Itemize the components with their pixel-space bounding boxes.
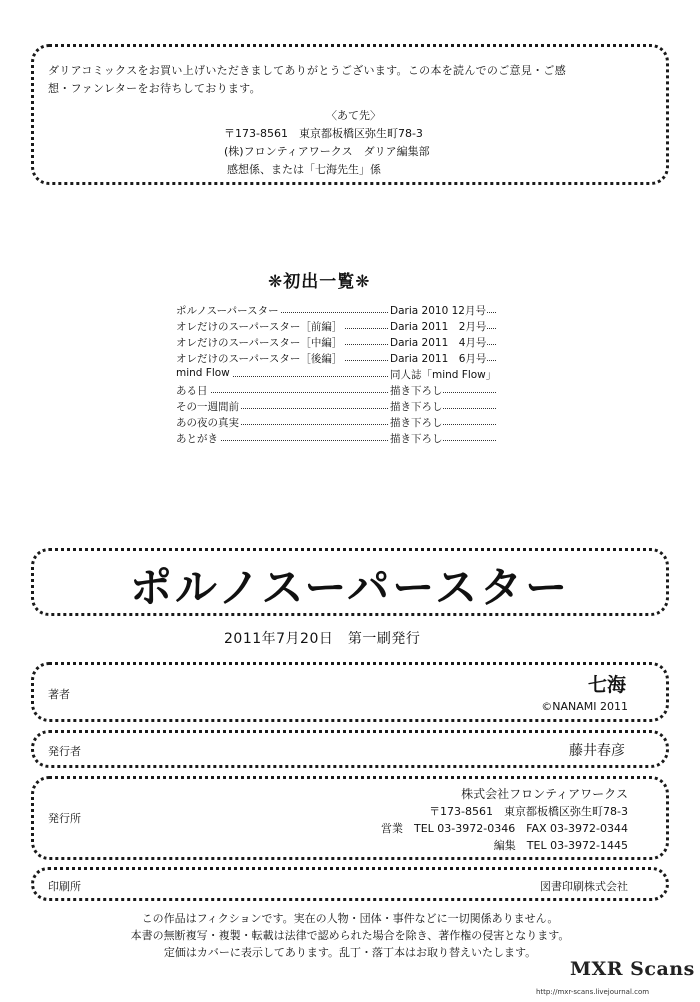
toc-entry-source: Daria 2011 4月号	[390, 337, 487, 349]
copyright: ©NANAMI 2011	[541, 700, 628, 713]
watermark-logo: MXR Scans	[570, 958, 695, 980]
toc-entry-source: Daria 2010 12月号	[390, 305, 486, 317]
toc-entry-title: あとがき	[176, 433, 218, 445]
toc-entry-source: 描き下ろし	[390, 401, 443, 413]
notice-line-1: ダリアコミックスをお買い上げいただきましてありがとうございます。この本を読んでのご意見・ご感	[48, 64, 567, 77]
address-line-3: 感想係、または「七海先生」係	[227, 163, 381, 176]
watermark-url: http://mxr-scans.livejournal.com	[536, 988, 650, 996]
toc-entry-source: 描き下ろし	[390, 417, 443, 429]
book-title: ポルノスーパースター	[129, 563, 571, 612]
address-heading: 〈あて先〉	[326, 109, 381, 122]
toc-entry-title: あの夜の真実	[176, 417, 239, 429]
toc-entry	[176, 415, 496, 431]
toc-entry-title: ある日	[176, 385, 208, 397]
toc-entry	[176, 351, 496, 367]
toc-entry	[176, 319, 496, 335]
toc-entry-source: Daria 2011 2月号	[390, 321, 487, 333]
toc-entry	[176, 383, 496, 399]
publisher-label: 発行所	[48, 812, 81, 825]
publisher-address: 〒173-8561 東京都板橋区弥生町78-3	[429, 805, 628, 818]
toc-leader	[176, 440, 496, 441]
toc-title: ❋初出一覧❋	[268, 272, 371, 292]
printer-name: 図書印刷株式会社	[540, 880, 628, 893]
toc-entry	[176, 367, 496, 383]
print-date: 2011年7月20日 第一刷発行	[224, 631, 421, 647]
toc-entry-title: その一週間前	[176, 401, 239, 413]
publisher-company: 株式会社フロンティアワークス	[461, 787, 628, 801]
printer-label: 印刷所	[48, 880, 81, 893]
address-line-2: (株)フロンティアワークス ダリア編集部	[224, 145, 430, 158]
author-label: 著者	[48, 688, 70, 701]
toc-entry	[176, 303, 496, 319]
toc-entry-source: 描き下ろし	[390, 433, 443, 445]
toc-leader	[176, 392, 496, 393]
footer-line-3: 定価はカバーに表示してあります。乱丁・落丁本はお取り替えいたします。	[163, 946, 537, 959]
toc-entry-source: 描き下ろし	[390, 385, 443, 397]
toc-entry	[176, 431, 496, 447]
toc-entry-title: ポルノスーパースター	[176, 305, 279, 317]
toc-entry-source: 同人誌「mind Flow」	[390, 369, 497, 381]
sales-contact: 営業 TEL 03-3972-0346 FAX 03-3972-0344	[380, 822, 628, 835]
toc-entry-title: オレだけのスーパースター［後編］	[176, 353, 343, 365]
footer-line-2: 本書の無断複写・複製・転載は法律で認められた場合を除き、著作権の侵害となります。	[130, 929, 570, 942]
toc-entry-title: オレだけのスーパースター［中編］	[176, 337, 343, 349]
toc-entry-title: mind Flow	[176, 367, 230, 379]
editorial-contact: 編集 TEL 03-3972-1445	[493, 839, 628, 852]
toc-entry	[176, 335, 496, 351]
address-line-1: 〒173-8561 東京都板橋区弥生町78-3	[224, 127, 423, 140]
author-box	[31, 662, 669, 722]
publisher-person: 藤井春彦	[569, 743, 625, 759]
toc-entry-title: オレだけのスーパースター［前編］	[176, 321, 343, 333]
toc-entry	[176, 399, 496, 415]
publisher-person-label: 発行者	[48, 745, 81, 758]
notice-line-2: 想・ファンレターをお待ちしております。	[48, 82, 261, 95]
toc-entry-source: Daria 2011 6月号	[390, 353, 487, 365]
footer-line-1: この作品はフィクションです。実在の人物・団体・事件などに一切関係ありません。	[141, 912, 559, 925]
author-name: 七海	[587, 674, 626, 696]
